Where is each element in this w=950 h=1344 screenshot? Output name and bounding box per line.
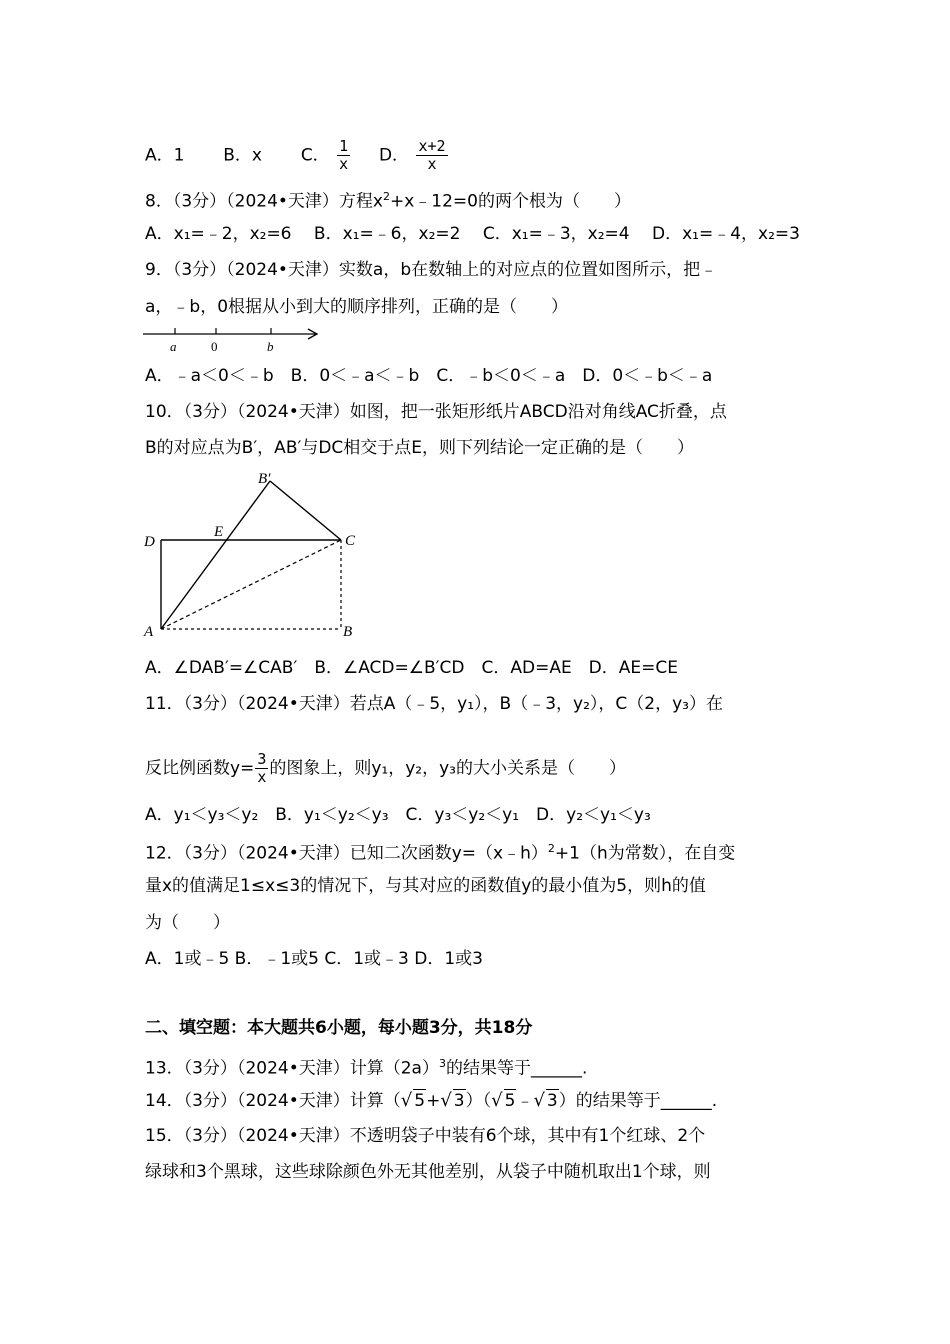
q11-stem-text: 反比例函数y= — [145, 758, 255, 779]
q14-stem-text-mid: ）（ — [465, 1091, 492, 1111]
q9-options: A．﹣a＜0＜﹣b B．0＜﹣a＜﹣b C．﹣b＜0＜﹣a D．0＜﹣b＜﹣a — [145, 366, 713, 386]
q14-stem-text-end: ）的结果等于______. — [558, 1091, 718, 1111]
q8-stem — [145, 186, 631, 213]
sqrt-sign: √ — [491, 1090, 503, 1111]
segment-b-prime-c — [270, 481, 341, 540]
sqrt-sign: √ — [440, 1090, 452, 1111]
q9-stem-line2: a，﹣b，0根据从小到大的顺序排列，正确的是（ ） — [145, 297, 569, 317]
fraction-denominator: x — [427, 155, 437, 173]
radicand: 5 — [414, 1091, 426, 1111]
q15-stem-line1: 15．（3分）（2024•天津）不透明袋子中装有6个球，其中有1个红球、2个 — [145, 1126, 706, 1146]
q8-stem-text-end: +x﹣12=0的两个根为（ ） — [389, 191, 631, 212]
operator: + — [426, 1091, 441, 1111]
superscript: 2 — [382, 190, 390, 203]
q11-stem-text-end: 的图象上，则y₁，y₂，y₃的大小关系是（ ） — [269, 758, 626, 779]
q14-stem — [145, 1089, 717, 1112]
q7-option-d-fraction — [416, 138, 447, 173]
sqrt-sign: √ — [533, 1090, 545, 1111]
q10-stem-line1: 10．（3分）（2024•天津）如图，把一张矩形纸片ABCD沿对角线AC折叠，点 — [145, 402, 727, 422]
label-zero: 0 — [211, 339, 218, 354]
q7-option-c-label: C． — [300, 145, 330, 166]
q10-options: A．∠DAB′=∠CAB′ B．∠ACD=∠B′CD C．AD=AE D．AE=CE — [145, 658, 679, 678]
q12-stem-line2: 量x的值满足1≤x≤3的情况下，与其对应的函数值y的最小值为5，则h的值 — [145, 876, 706, 896]
superscript: 2 — [547, 842, 555, 855]
section-title: 二、填空题：本大题共6小题，每小题3分，共18分 — [145, 1018, 533, 1038]
fraction-denominator: x — [339, 155, 349, 173]
q12-stem-line3: 为（ ） — [145, 913, 230, 933]
q9-stem-line1: 9．（3分）（2024•天津）实数a，b在数轴上的对应点的位置如图所示，把﹣ — [145, 260, 718, 280]
q13-stem-text-end: 的结果等于______. — [445, 1058, 588, 1079]
q13-stem — [145, 1053, 587, 1080]
q7-option-c-fraction — [337, 138, 350, 173]
point-label-b-prime: B′ — [258, 471, 271, 487]
diagonal-ac — [161, 540, 341, 629]
q8-options: A．x₁=﹣2，x₂=6 B．x₁=﹣6，x₂=2 C．x₁=﹣3，x₂=4 D．x₁=﹣4，x₂=3 — [145, 224, 800, 244]
point-label-d: D — [144, 534, 155, 550]
q11-fraction — [255, 751, 268, 786]
q13-stem-text: 13．（3分）（2024•天津）计算（2a） — [145, 1058, 439, 1079]
label-b: b — [267, 339, 274, 354]
q11-stem-line1: 11．（3分）（2024•天津）若点A（﹣5，y₁），B（﹣3，y₂），C（2，y₃）在 — [145, 694, 723, 714]
q12-stem-text-end: +1（h为常数），在自变 — [554, 843, 736, 864]
fraction-numerator: 1 — [339, 137, 349, 155]
point-label-a: A — [144, 624, 154, 640]
q7-options — [145, 138, 450, 173]
radicand: 3 — [453, 1091, 465, 1111]
point-label-c: C — [345, 533, 356, 549]
q10-stem-line2: B的对应点为B′，AB′与DC相交于点E，则下列结论一定正确的是（ ） — [145, 438, 695, 458]
fraction-numerator: x+2 — [418, 137, 446, 155]
q15-stem-line2: 绿球和3个黑球，这些球除颜色外无其他差别，从袋子中随机取出1个球，则 — [145, 1162, 711, 1182]
radicand: 3 — [546, 1091, 558, 1111]
point-label-e: E — [214, 524, 224, 540]
q9-number-line — [140, 322, 325, 354]
q10-figure — [140, 466, 370, 641]
superscript: 3 — [438, 1057, 446, 1070]
radicand: 5 — [504, 1091, 516, 1111]
q7-option-d-label: D． — [378, 145, 410, 166]
q12-stem-line1 — [145, 838, 735, 865]
segment-ab-prime — [161, 481, 270, 629]
q12-options: A．1或﹣5 B．﹣1或5 C．1或﹣3 D．1或3 — [145, 949, 483, 969]
q8-stem-text: 8．（3分）（2024•天津）方程x — [145, 191, 383, 212]
q7-option-a: A．1 — [145, 145, 185, 166]
q11-options: A．y₁＜y₃＜y₂ B．y₁＜y₂＜y₃ C．y₃＜y₂＜y₁ D．y₂＜y₁＜y₃ — [145, 805, 651, 825]
q12-stem-text: 12．（3分）（2024•天津）已知二次函数y=（x﹣h） — [145, 843, 548, 864]
point-label-b: B — [343, 624, 353, 640]
label-a: a — [170, 339, 177, 354]
q11-stem-line2 — [145, 751, 626, 786]
fraction-denominator: x — [257, 768, 267, 786]
operator: ﹣ — [516, 1091, 534, 1111]
fraction-numerator: 3 — [257, 750, 267, 768]
q14-stem-text: 14．（3分）（2024•天津）计算（ — [145, 1091, 401, 1111]
q7-option-b: B．x — [223, 145, 262, 166]
sqrt-sign: √ — [400, 1090, 413, 1111]
